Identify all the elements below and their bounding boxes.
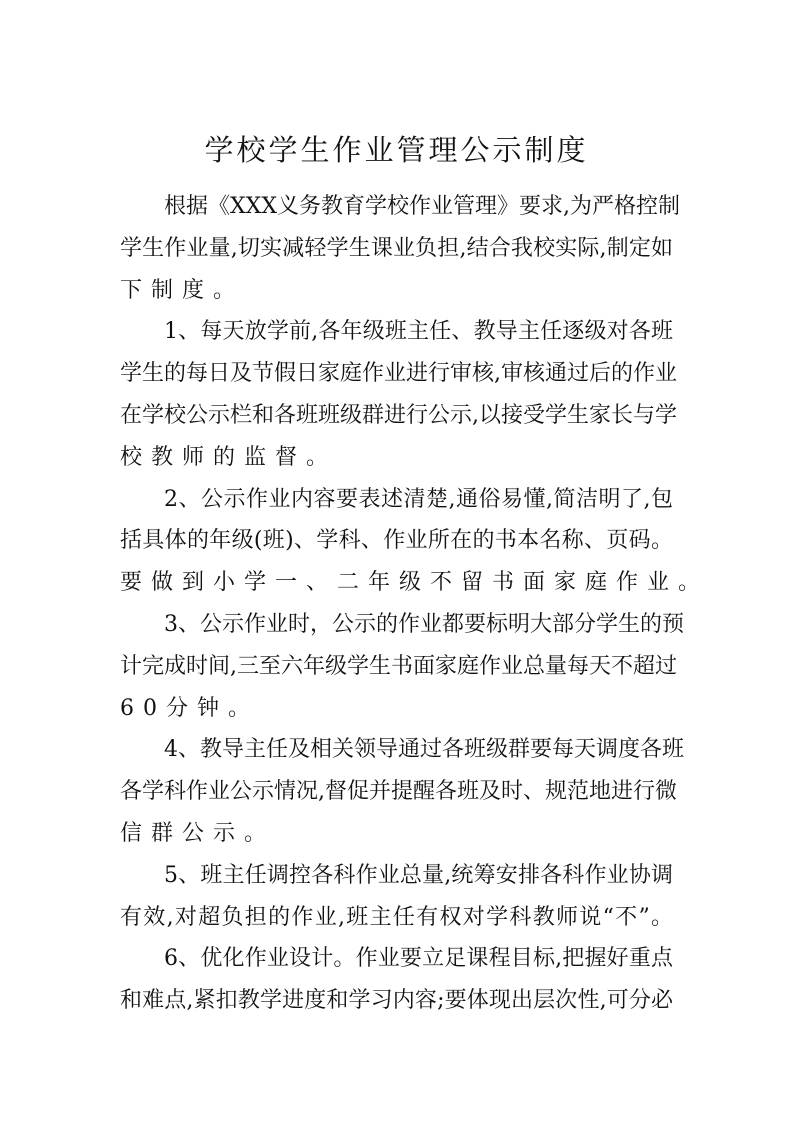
paragraph-line: 2、公示作业内容要表述清楚,通俗易懂,简洁明了,包 [164,486,673,512]
paragraph-line: 学生的每日及节假日家庭作业进行审核,审核通过后的作业 [120,361,677,387]
paragraph-line: 和难点,紧扣教学进度和学习内容;要体现出层次性,可分必 [120,988,673,1014]
paragraph-line: 在学校公示栏和各班班级群进行公示,以接受学生家长与学 [120,402,677,428]
paragraph-line: 下制度。 [120,277,245,303]
paragraph-line: 60分钟。 [120,695,259,721]
document-body [120,186,710,1022]
paragraph-line: 3、公示作业时，公示的作业都要标明大部分学生的预 [164,611,684,637]
paragraph-line: 各学科作业公示情况,督促并提醒各班及时、规范地进行微 [120,779,677,805]
paragraph-line: 信群公示。 [120,820,276,846]
paragraph-line: 5、班主任调控各科作业总量,统筹安排各科作业协调 [164,862,673,888]
document-title: 学校学生作业管理公示制度 [204,133,589,167]
paragraph-line: 要做到小学一、二年级不留书面家庭作业。 [120,570,710,596]
paragraph-line: 根据《XXX义务教育学校作业管理》要求,为严格控制 [164,194,680,219]
paragraph-line: 有效,对超负担的作业,班主任有权对学科教师说“不”。 [120,904,673,930]
paragraph-line: 计完成时间,三至六年级学生书面家庭作业总量每天不超过 [120,653,677,679]
paragraph-line: 校教师的监督。 [120,444,338,470]
paragraph-line: 6、优化作业设计。作业要立足课程目标,把握好重点 [164,946,673,972]
paragraph-line: 4、教导主任及相关领导通过各班级群要每天调度各班 [164,737,684,763]
paragraph-line: 学生作业量,切实减轻学生课业负担,结合我校实际,制定如 [120,235,673,261]
paragraph-line: 1、每天放学前,各年级班主任、教导主任逐级对各班 [164,319,673,345]
paragraph-line: 括具体的年级(班)、学科、作业所在的书本名称、页码。 [120,528,673,554]
